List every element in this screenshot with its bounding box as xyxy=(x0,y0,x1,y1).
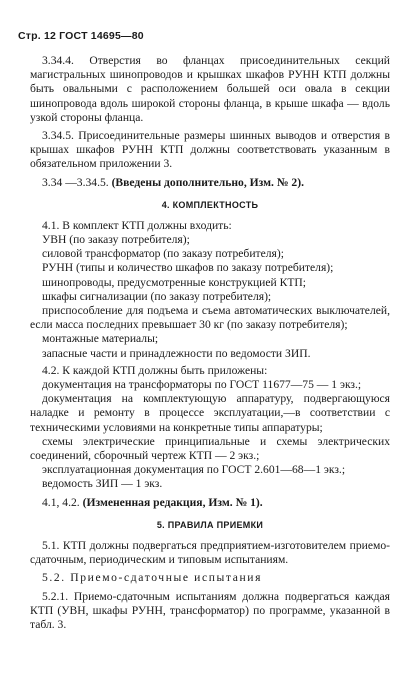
document-body xyxy=(30,54,390,636)
amendment-note-1 xyxy=(30,496,390,510)
list-item: запасные части и принадлежности по ведомости ЗИП. xyxy=(42,346,311,360)
list-item: силовой трансформатор (по заказу потребителя); xyxy=(42,247,284,261)
amendment-ref: 4.1, 4.2. xyxy=(42,495,83,509)
amendment-text: (Измененная редакция, Изм. № 1). xyxy=(82,495,263,509)
list-item: эксплуатационная документация по ГОСТ 2.601—68—1 экз.; xyxy=(42,463,346,477)
section-heading-4: 4. КОМПЛЕКТНОСТЬ xyxy=(161,199,259,210)
list-item: ведомость ЗИП — 1 экз. xyxy=(42,477,163,491)
section-heading-5: 5. ПРАВИЛА ПРИЕМКИ xyxy=(156,519,264,530)
paragraph-5-1: 5.1. КТП должны подвергаться предприятием-изготовителем приемо-сдаточным, периодическим и типовым испытаниям. xyxy=(30,538,390,567)
amendment-note-2 xyxy=(30,176,390,190)
paragraph-3-34-5: 3.34.5. Присоединительные размеры шинных выводов и отверстия в крышах шкафов РУНН КТП должны соответствовать указанным в обязательном приложении 3. xyxy=(30,129,390,171)
list-item: документация на комплектующую аппаратуру, подвергающуюся наладке и ремонту в процессе эксплуатации,—в соответствии с техническими условиями на конкретные типы аппаратуры; xyxy=(30,392,390,434)
subsection-title: 5.2. Приемо-сдаточные испытания xyxy=(42,571,263,585)
paragraph-3-34-4: 3.34.4. Отверстия во фланцах присоединительных секций магистральных шинопроводов и крышках шкафов РУНН КТП должны быть овальными с расположением большей оси овала в секции шинопровода вдоль широкой стороны фланца, в крыше шкафа — вдоль узкой стороны фланца. xyxy=(30,54,390,124)
list-item: приспособление для подъема и съема автоматических выключателей, если масса последних превышает 30 кг (по заказу потребителя); xyxy=(30,304,390,332)
paragraph-4-2: 4.2. К каждой КТП должны быть приложены: xyxy=(42,363,268,377)
paragraph-5-2 xyxy=(30,571,390,585)
paragraph-5-2-1: 5.2.1. Приемо-сдаточным испытаниям должна подвергаться каждая КТП (УВН, шкафы РУНН, трансформатор) по программе, указанной в табл. 3. xyxy=(30,589,390,631)
paragraph-4-1: 4.1. В комплект КТП должны входить: xyxy=(42,218,232,232)
amendment-text: (Введены дополнительно, Изм. № 2). xyxy=(111,175,304,189)
list-item: документация на трансформаторы по ГОСТ 11677—75 — 1 экз.; xyxy=(42,378,362,392)
list-item: шкафы сигнализации (по заказу потребителя); xyxy=(42,289,272,303)
list-item: монтажные материалы; xyxy=(42,332,159,346)
amendment-ref: 3.34 —3.34.5. xyxy=(42,175,112,189)
documentation-list xyxy=(30,378,390,492)
list-item: УВН (по заказу потребителя); xyxy=(42,233,190,247)
list-item: схемы электрические принципиальные и схемы электрических соединений, сборочный чертеж КТП — 2 экз.; xyxy=(30,434,390,463)
page-header: Стр. 12 ГОСТ 14695—80 xyxy=(18,30,144,42)
list-item: РУНН (типы и количество шкафов по заказу потребителя); xyxy=(42,261,334,275)
completeness-list xyxy=(30,233,390,361)
list-item: шинопроводы, предусмотренные конструкцией КТП; xyxy=(42,275,307,289)
